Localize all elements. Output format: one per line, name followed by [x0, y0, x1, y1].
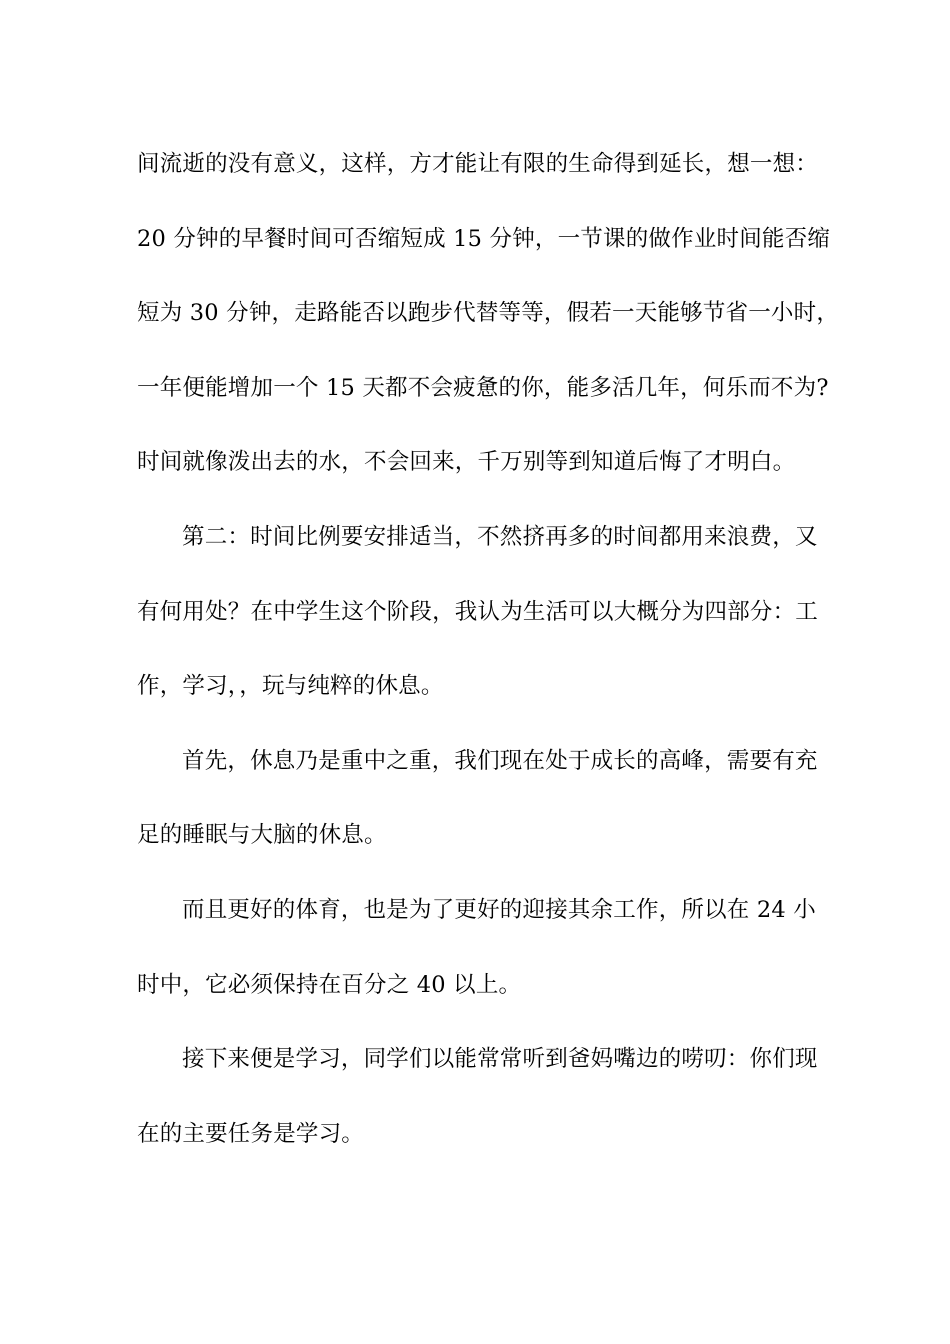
- paragraph-start-line: 接下来便是学习，同学们以能常常听到爸妈嘴边的唠叨：你们现: [182, 1046, 818, 1072]
- text-line: 短为 30 分钟，走路能否以跑步代替等等，假若一天能够节省一小时，: [137, 300, 840, 326]
- text-line: 一年便能增加一个 15 天都不会疲惫的你，能多活几年，何乐而不为?: [137, 375, 829, 401]
- text-line: 在的主要任务是学习。: [137, 1121, 365, 1147]
- text-line: 足的睡眠与大脑的休息。: [137, 822, 387, 848]
- text-line: 时间就像泼出去的水，不会回来，千万别等到知道后悔了才明白。: [137, 449, 796, 475]
- text-line: 作，学习，，玩与纯粹的休息。: [137, 673, 444, 699]
- text-line: 有何用处？在中学生这个阶段，我认为生活可以大概分为四部分：工: [137, 599, 819, 625]
- text-line: 20 分钟的早餐时间可否缩短成 15 分钟，一节课的做作业时间能否缩: [137, 226, 831, 252]
- paragraph-start-line: 而且更好的体育，也是为了更好的迎接其余工作，所以在 24 小: [182, 897, 816, 923]
- paragraph-start-line: 第二：时间比例要安排适当，不然挤再多的时间都用来浪费，又: [182, 524, 818, 550]
- paragraph-start-line: 首先，休息乃是重中之重，我们现在处于成长的高峰，需要有充: [182, 748, 818, 774]
- text-line: 时中，它必须保持在百分之 40 以上。: [137, 972, 522, 998]
- text-line: 间流逝的没有意义，这样，方才能让有限的生命得到延长，想一想：: [137, 151, 819, 177]
